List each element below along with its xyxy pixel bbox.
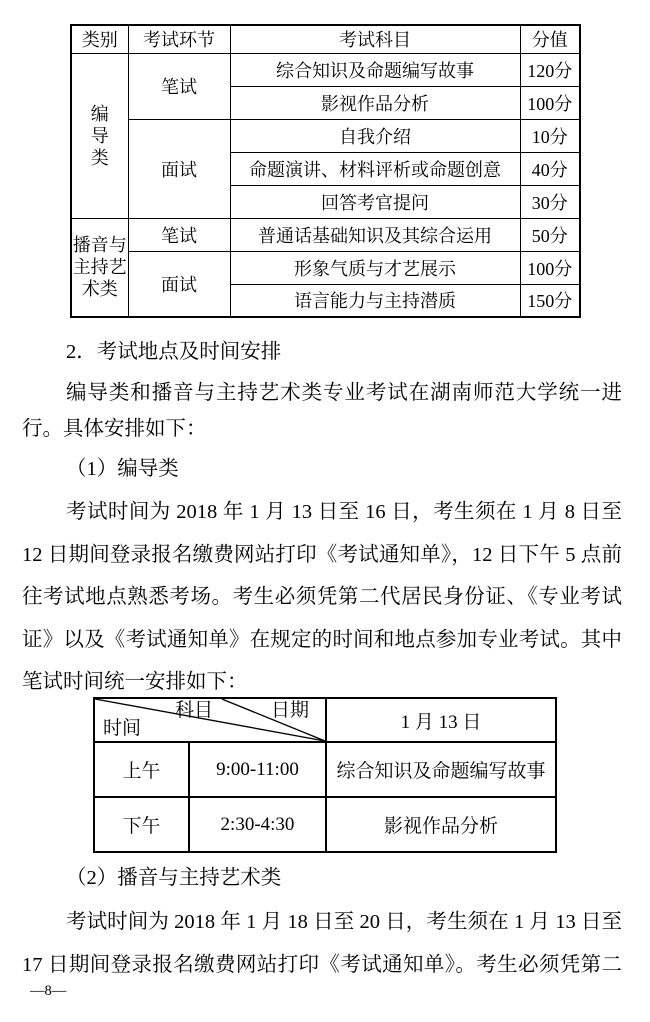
body-line: 行。具体安排如下： [22, 418, 207, 440]
body-line: 17 日期间登录报名缴费网站打印《考试通知单》。考生必须凭第二 [22, 954, 622, 976]
diagonal-corner-cell [94, 698, 326, 742]
score-cell: 100分 [520, 86, 580, 119]
category-line: 术类 [81, 279, 118, 300]
category-line: 类 [90, 147, 109, 168]
corner-time-label: 时间 [103, 718, 142, 739]
section-heading: 2．考试地点及时间安排 [66, 341, 282, 363]
period-cell: 下午 [94, 797, 189, 852]
category-cell-biandao [71, 53, 128, 218]
col-header-score: 分值 [520, 25, 580, 53]
sub-heading-boyin: （2）播音与主持艺术类 [66, 867, 282, 889]
score-cell: 10分 [520, 119, 580, 152]
corner-subject-label: 科目 [175, 700, 214, 721]
category-line: 编 [90, 103, 109, 124]
time-cell: 9:00-11:00 [189, 742, 326, 797]
schedule-header-row [94, 698, 556, 742]
table-row [94, 797, 556, 852]
subject-cell: 语言能力与主持潜质 [230, 284, 520, 317]
schedule-table [93, 697, 557, 853]
time-cell: 2:30-4:30 [189, 797, 326, 852]
table-row [71, 53, 580, 86]
period-cell: 上午 [94, 742, 189, 797]
col-header-subject: 考试科目 [230, 25, 520, 53]
score-cell: 100分 [520, 251, 580, 284]
subject-cell: 自我介绍 [230, 119, 520, 152]
subject-cell: 影视作品分析 [230, 86, 520, 119]
score-cell: 120分 [520, 53, 580, 86]
subject-cell: 回答考官提问 [230, 185, 520, 218]
table-row [71, 218, 580, 251]
col-header-stage: 考试环节 [128, 25, 230, 53]
body-line: 编导类和播音与主持艺术类专业考试在湖南师范大学统一进 [66, 382, 622, 404]
category-line: 播音与 [72, 235, 127, 256]
stage-cell: 笔试 [128, 218, 230, 251]
body-line: 往考试地点熟悉考场。考生必须凭第二代居民身份证、《专业考试 [22, 586, 622, 608]
subject-cell: 综合知识及命题编写故事 [230, 53, 520, 86]
page-number: —8— [30, 983, 67, 999]
col-header-category: 类别 [71, 25, 128, 53]
score-cell: 40分 [520, 152, 580, 185]
score-cell: 50分 [520, 218, 580, 251]
stage-cell: 面试 [128, 251, 230, 317]
body-line: 笔试时间统一安排如下： [22, 671, 248, 693]
stage-cell: 笔试 [128, 53, 230, 119]
category-line: 导 [90, 125, 109, 146]
table-row [71, 119, 580, 152]
subject-cell: 命题演讲、材料评析或命题创意 [230, 152, 520, 185]
body-line: 考试时间为 2018 年 1 月 18 日至 20 日，考生须在 1 月 13 日至 [66, 911, 622, 933]
stage-cell: 面试 [128, 119, 230, 218]
sub-heading-biandao: （1）编导类 [66, 458, 179, 480]
subject-cell: 普通话基础知识及其综合运用 [230, 218, 520, 251]
score-table-header-row [71, 25, 580, 53]
score-cell: 150分 [520, 284, 580, 317]
table-row [71, 251, 580, 284]
score-cell: 30分 [520, 185, 580, 218]
subject-cell: 影视作品分析 [326, 797, 556, 852]
corner-date-label: 日期 [270, 700, 309, 721]
table-row [94, 742, 556, 797]
subject-cell: 形象气质与才艺展示 [230, 251, 520, 284]
subject-cell: 综合知识及命题编写故事 [326, 742, 556, 797]
category-line: 主持艺 [72, 257, 127, 278]
body-line: 考试时间为 2018 年 1 月 13 日至 16 日，考生须在 1 月 8 日至 [66, 501, 622, 523]
score-table [70, 24, 581, 318]
body-line: 12 日期间登录报名缴费网站打印《考试通知单》，12 日下午 5 点前 [22, 544, 622, 566]
body-line: 证》以及《考试通知单》在规定的时间和地点参加专业考试。其中 [22, 629, 622, 651]
date-header-cell: 1 月 13 日 [326, 698, 556, 742]
category-cell-boyin [71, 218, 128, 317]
